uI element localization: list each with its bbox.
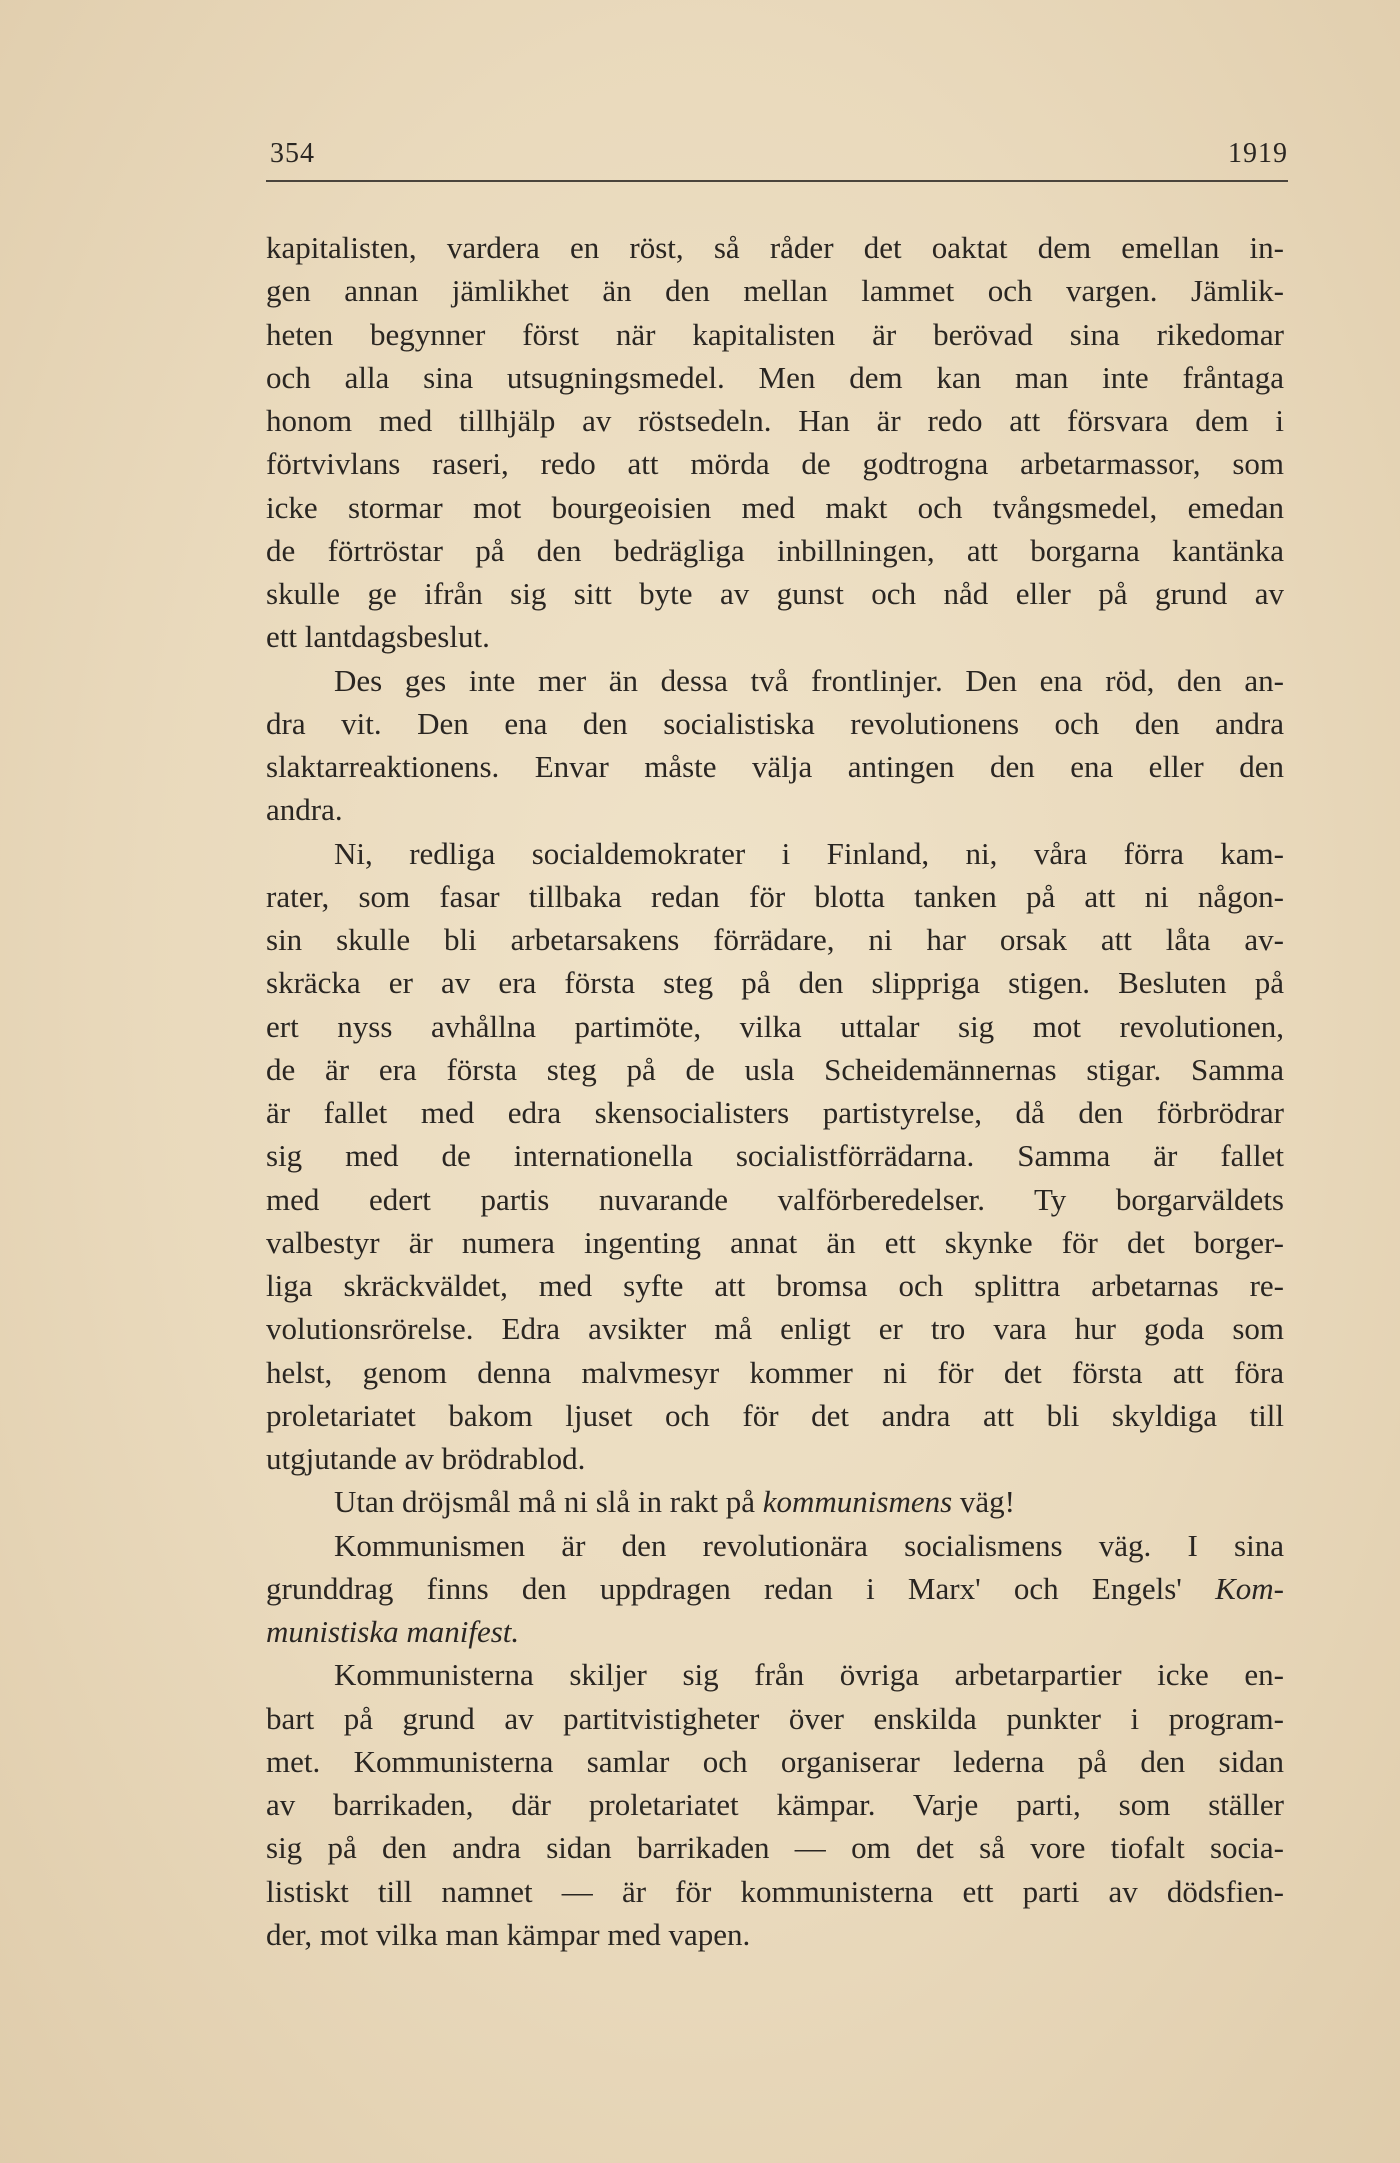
- line-text: och alla sina utsugningsmedel. Men dem kan man inte fråntaga: [266, 359, 1284, 395]
- text-line: [266, 1653, 1284, 1696]
- running-head-year: 1919: [1228, 138, 1288, 169]
- text-line: [266, 875, 1284, 918]
- text-line: [266, 1740, 1284, 1783]
- text-line: [266, 313, 1284, 356]
- text-line: [266, 1437, 1284, 1480]
- line-text: valbestyr är numera ingenting annat än ett skynke för det borger-: [266, 1224, 1284, 1260]
- line-text: Kommunisterna skiljer sig från övriga arbetarpartier icke en-: [334, 1657, 1284, 1693]
- italic-term: munistiska manifest.: [266, 1614, 520, 1649]
- page-number: 354: [270, 138, 315, 169]
- line-text: volutionsrörelse. Edra avsikter må enligt er tro vara hur goda som: [266, 1311, 1284, 1347]
- text-line: [266, 1913, 1284, 1956]
- text-line: [266, 1610, 1284, 1653]
- text-line: [266, 356, 1284, 399]
- line-text: proletariatet bakom ljuset och för det andra att bli skyldiga till: [266, 1397, 1284, 1433]
- line-text: de är era första steg på de usla Scheidemännernas stigar. Samma: [266, 1051, 1284, 1087]
- line-text: de förtröstar på den bedrägliga inbillningen, att borgarna kantänka: [266, 532, 1284, 568]
- line-text: är fallet med edra skensocialisters partistyrelse, då den förbrödrar: [266, 1095, 1284, 1130]
- text-line: [266, 1524, 1284, 1567]
- line-text: honom med tillhjälp av röstsedeln. Han är redo att försvara dem i: [266, 403, 1284, 438]
- text-line: [266, 745, 1284, 788]
- line-text: förtvivlans raseri, redo att mörda de godtrogna arbetarmassor, som: [266, 446, 1284, 482]
- text-line: [266, 486, 1284, 529]
- header-rule: [266, 180, 1288, 182]
- text-line: [266, 1178, 1284, 1221]
- italic-term: kommunismens: [762, 1484, 953, 1520]
- line-text: skräcka er av era första steg på den slippriga stigen. Besluten på: [266, 965, 1284, 1001]
- line-text: bart på grund av partitvistigheter över enskilda punkter i program-: [266, 1700, 1284, 1736]
- text-line: [266, 572, 1284, 615]
- text-line: [266, 226, 1284, 269]
- italic-term: Kom-: [1215, 1570, 1284, 1606]
- line-text: andra.: [266, 792, 343, 828]
- text-line: [266, 1048, 1284, 1091]
- line-text: rater, som fasar tillbaka redan för blotta tanken på att ni någon-: [266, 878, 1284, 914]
- text-line: [266, 442, 1284, 485]
- line-text: ett lantdagsbeslut.: [266, 619, 490, 655]
- text-line: [266, 1567, 1284, 1610]
- text-line: [266, 1307, 1284, 1350]
- line-text: der, mot vilka man kämpar med vapen.: [266, 1916, 751, 1952]
- line-text: liga skräckväldet, med syfte att bromsa och splittra arbetarnas re-: [266, 1268, 1284, 1303]
- line-text: sig på den andra sidan barrikaden — om det så vore tiofalt socia-: [266, 1830, 1284, 1866]
- text-line: [266, 399, 1284, 442]
- line-text-after: väg!: [952, 1484, 1015, 1520]
- text-line: [266, 832, 1284, 875]
- line-text: kapitalisten, vardera en röst, så råder det oaktat dem emellan in-: [266, 230, 1284, 265]
- text-line: [266, 269, 1284, 312]
- line-text: av barrikaden, där proletariatet kämpar. Varje parti, som ställer: [266, 1787, 1284, 1822]
- text-line: [266, 788, 1284, 831]
- line-text: heten begynner först när kapitalisten är berövad sina rikedomar: [266, 316, 1284, 352]
- text-line: [266, 529, 1284, 572]
- line-text: Ni, redliga socialdemokrater i Finland, ni, våra förra kam-: [334, 835, 1284, 871]
- line-text: grunddrag finns den uppdragen redan i Marx' och Engels': [266, 1570, 1216, 1606]
- text-line: [266, 918, 1284, 961]
- text-line: [266, 702, 1284, 745]
- line-text: sin skulle bli arbetarsakens förrädare, ni har orsak att låta av-: [266, 922, 1284, 957]
- text-line: [266, 1783, 1284, 1826]
- line-text: dra vit. Den ena den socialistiska revolutionens och den andra: [266, 705, 1284, 741]
- line-text: Utan dröjsmål må ni slå in rakt på: [334, 1484, 763, 1520]
- line-text: skulle ge ifrån sig sitt byte av gunst och nåd eller på grund av: [266, 576, 1284, 611]
- text-line: [266, 1221, 1284, 1264]
- line-text: Des ges inte mer än dessa två frontlinjer. Den ena röd, den an-: [334, 662, 1284, 698]
- text-line: [266, 1134, 1284, 1177]
- line-text: gen annan jämlikhet än den mellan lammet och vargen. Jämlik-: [266, 273, 1284, 309]
- line-text: Kommunismen är den revolutionära socialismens väg. I sina: [334, 1527, 1284, 1563]
- text-line: [266, 659, 1284, 702]
- line-text: slaktarreaktionens. Envar måste välja antingen den ena eller den: [266, 749, 1284, 784]
- text-line: [266, 1005, 1284, 1048]
- text-line: [266, 1697, 1284, 1740]
- line-text: sig med de internationella socialistförrädarna. Samma är fallet: [266, 1138, 1284, 1174]
- text-line: [266, 1351, 1284, 1394]
- line-text: helst, genom denna malvmesyr kommer ni för det första att föra: [266, 1354, 1284, 1390]
- text-line: [266, 1480, 1284, 1523]
- text-line: [266, 1264, 1284, 1307]
- line-text: ert nyss avhållna partimöte, vilka uttalar sig mot revolutionen,: [266, 1008, 1284, 1044]
- line-text: listiskt till namnet — är för kommunisterna ett parti av dödsfien-: [266, 1873, 1284, 1909]
- text-line: [266, 615, 1284, 658]
- text-line: [266, 1394, 1284, 1437]
- line-text: utgjutande av brödrablod.: [266, 1441, 586, 1476]
- text-line: [266, 1826, 1284, 1869]
- running-head: [266, 138, 1288, 178]
- line-text: met. Kommunisterna samlar och organiserar lederna på den sidan: [266, 1743, 1284, 1779]
- text-line: [266, 961, 1284, 1004]
- line-text: icke stormar mot bourgeoisien med makt och tvångsmedel, emedan: [266, 489, 1284, 525]
- text-line: [266, 1870, 1284, 1913]
- text-line: [266, 1091, 1284, 1134]
- line-text: med edert partis nuvarande valförberedelser. Ty borgarväldets: [266, 1181, 1284, 1217]
- body-text: [266, 226, 1284, 1956]
